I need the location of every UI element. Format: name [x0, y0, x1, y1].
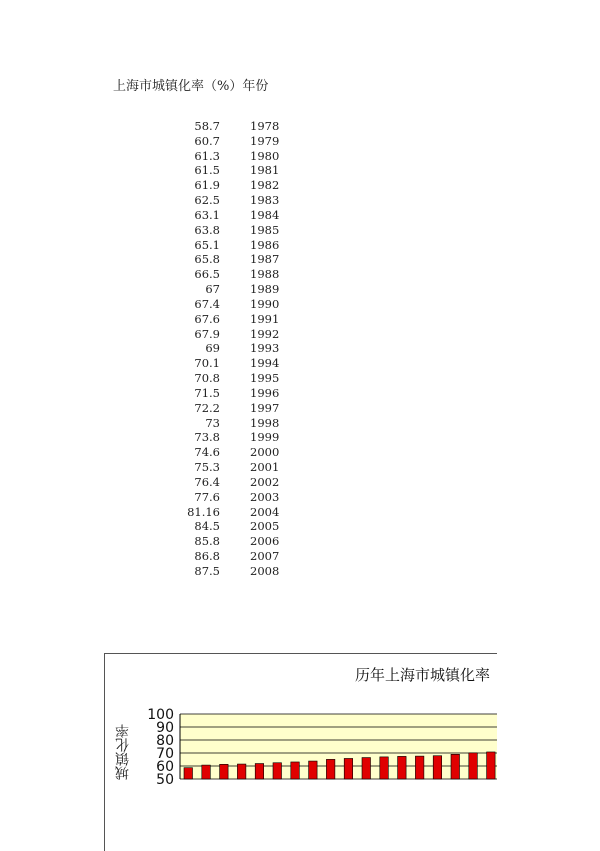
row-value: 74.6 [194, 445, 220, 460]
row-year: 1995 [250, 371, 280, 386]
table-row [170, 534, 310, 549]
row-year: 2008 [250, 563, 280, 578]
row-year: 2004 [250, 504, 280, 519]
row-year: 1989 [250, 282, 280, 297]
row-value: 62.5 [194, 193, 220, 208]
table-row [170, 267, 310, 282]
bar-1989 [380, 757, 389, 779]
row-year: 1982 [250, 178, 280, 193]
bar-1991 [415, 756, 424, 779]
table-row [170, 490, 310, 505]
table-row [170, 341, 310, 356]
table-row [170, 149, 310, 164]
row-value: 67 [205, 282, 220, 297]
row-year: 1984 [250, 207, 280, 222]
y-tick-label: 70 [156, 746, 174, 762]
row-year: 1997 [250, 400, 280, 415]
table-row [170, 163, 310, 178]
row-year: 1993 [250, 341, 280, 356]
table-row [170, 505, 310, 520]
bar-1981 [237, 764, 246, 779]
row-year: 2007 [250, 549, 280, 564]
row-value: 73 [205, 415, 220, 430]
table-row [170, 252, 310, 267]
table-row [170, 223, 310, 238]
table-row [170, 178, 310, 193]
chart-y-axis-label: 城镇化率 [115, 724, 131, 780]
y-tick-label: 100 [147, 707, 174, 723]
table-row [170, 327, 310, 342]
bar-1993 [451, 754, 460, 779]
row-value: 67.6 [194, 311, 220, 326]
table-row [170, 208, 310, 223]
bar-1987 [344, 758, 353, 779]
bar-1986 [326, 759, 335, 779]
y-tick-label: 80 [156, 733, 174, 749]
bar-1982 [255, 764, 264, 779]
row-year: 1994 [250, 356, 280, 371]
row-year: 2002 [250, 474, 280, 489]
row-value: 85.8 [194, 534, 220, 549]
table-row [170, 460, 310, 475]
row-value: 71.5 [194, 385, 220, 400]
bar-1979 [202, 765, 211, 779]
chart-title: 历年上海市城镇化率 [355, 666, 491, 684]
row-year: 1991 [250, 311, 280, 326]
bar-1983 [273, 763, 282, 779]
row-year: 1980 [250, 148, 280, 163]
table-row [170, 356, 310, 371]
chart-plot [105, 654, 497, 851]
table-row [170, 297, 310, 312]
row-year: 1996 [250, 385, 280, 400]
table-row [170, 401, 310, 416]
row-value: 61.3 [194, 148, 220, 163]
row-year: 1979 [250, 133, 280, 148]
bar-1990 [398, 756, 407, 779]
row-year: 2005 [250, 519, 280, 534]
table-row [170, 134, 310, 149]
table-row [170, 386, 310, 401]
chart [104, 653, 497, 851]
row-year: 1985 [250, 222, 280, 237]
row-value: 63.1 [194, 207, 220, 222]
y-tick-label: 60 [156, 759, 174, 775]
row-value: 60.7 [194, 133, 220, 148]
table-row [170, 371, 310, 386]
row-year: 1990 [250, 296, 280, 311]
row-year: 2003 [250, 489, 280, 504]
table-row [170, 238, 310, 253]
bar-1984 [291, 762, 300, 779]
row-value: 87.5 [194, 563, 220, 578]
table-row [170, 475, 310, 490]
y-tick-label: 90 [156, 720, 174, 736]
bar-1985 [309, 761, 318, 779]
row-value: 81.16 [187, 504, 220, 519]
document-heading: 上海市城镇化率（%）年份 [113, 79, 269, 94]
data-table [170, 119, 310, 579]
row-value: 75.3 [194, 460, 220, 475]
table-row [170, 119, 310, 134]
bar-1994 [469, 753, 478, 779]
table-row [170, 564, 310, 579]
row-year: 1986 [250, 237, 280, 252]
row-value: 84.5 [194, 519, 220, 534]
bar-1995 [487, 752, 496, 779]
row-year: 1983 [250, 193, 280, 208]
row-year: 1998 [250, 415, 280, 430]
table-row [170, 282, 310, 297]
row-value: 65.1 [194, 237, 220, 252]
table-row [170, 416, 310, 431]
row-value: 73.8 [194, 430, 220, 445]
row-value: 72.2 [194, 400, 220, 415]
row-value: 70.8 [194, 371, 220, 386]
table-row [170, 193, 310, 208]
row-value: 61.9 [194, 178, 220, 193]
row-year: 1981 [250, 163, 280, 178]
row-value: 65.8 [194, 252, 220, 267]
y-tick-label: 50 [156, 772, 174, 788]
row-value: 67.4 [194, 296, 220, 311]
row-year: 2001 [250, 460, 280, 475]
row-year: 1987 [250, 252, 280, 267]
row-value: 58.7 [194, 119, 220, 133]
row-year: 1999 [250, 430, 280, 445]
row-value: 77.6 [194, 489, 220, 504]
row-value: 67.9 [194, 326, 220, 341]
row-year: 1988 [250, 267, 280, 282]
row-year: 1992 [250, 326, 280, 341]
row-value: 66.5 [194, 267, 220, 282]
table-row [170, 549, 310, 564]
row-value: 86.8 [194, 549, 220, 564]
row-value: 70.1 [194, 356, 220, 371]
row-value: 63.8 [194, 222, 220, 237]
bar-1978 [184, 768, 193, 779]
bar-1988 [362, 758, 371, 779]
row-value: 61.5 [194, 163, 220, 178]
bar-1980 [220, 764, 229, 779]
table-row [170, 430, 310, 445]
row-value: 69 [205, 341, 220, 356]
row-year: 2006 [250, 534, 280, 549]
row-year: 2000 [250, 445, 280, 460]
row-value: 76.4 [194, 474, 220, 489]
table-row [170, 445, 310, 460]
table-row [170, 519, 310, 534]
table-row [170, 312, 310, 327]
row-year: 1978 [250, 119, 280, 133]
bar-1992 [433, 756, 442, 779]
